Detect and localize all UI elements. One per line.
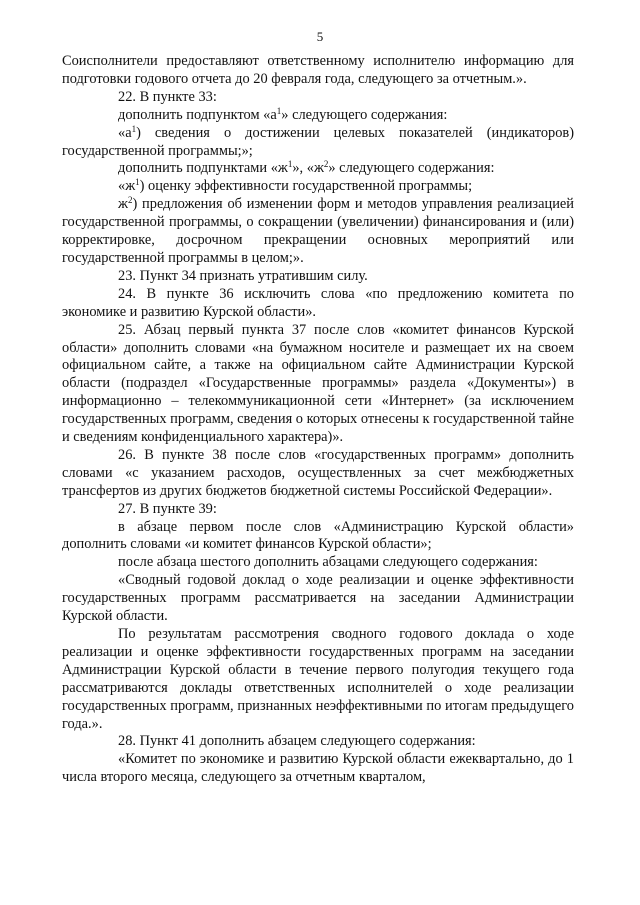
paragraph: в абзаце первом после слов «Администрацию Курской области» дополнить словами «и комитет финансов Курской области»;: [62, 518, 574, 553]
paragraph: Соисполнители предоставляют ответственному исполнителю информацию для подготовки годового отчета до 20 февраля года, следующего за отчетным.».: [62, 53, 574, 87]
paragraph: 23. Пункт 34 признать утратившим силу.: [118, 267, 368, 284]
paragraph-text: дополнить подпунктами «ж: [118, 160, 288, 177]
paragraph-text: ) сведения о достижении целевых показателей (индикаторов) государственной программы;»;: [62, 124, 574, 159]
paragraph-text: «а: [118, 124, 132, 141]
paragraph-text: » следующего содержания:: [328, 160, 495, 177]
paragraph: после абзаца шестого дополнить абзацами следующего содержания:: [118, 554, 538, 571]
paragraph: По результатам рассмотрения сводного годового доклада о ходе реализации и оценке эффективности государственных программ на заседании Администрации Курской области в течение первого полугодия текущего года рассматриваются доклады ответственных исполнителей о ходе реализации государственных программ, признанных неэффективными по итогам предыдущего года.».: [62, 626, 574, 732]
paragraph: 24. В пункте 36 исключить слова «по предложению комитета по экономике и развитию Курской области».: [62, 285, 574, 320]
paragraph-text: », «ж: [292, 160, 324, 177]
paragraph: 27. В пункте 39:: [118, 500, 217, 517]
paragraph: «Комитет по экономике и развитию Курской области ежеквартально, до 1 числа второго месяца, следующего за отчетным кварталом,: [62, 751, 574, 786]
document-body: [62, 53, 574, 787]
paragraph: [62, 196, 574, 268]
paragraph: [62, 160, 574, 178]
superscript-index: 1: [135, 177, 140, 188]
paragraph-text: дополнить подпунктом «а: [118, 106, 277, 123]
paragraph: [62, 178, 574, 196]
paragraph: [62, 125, 574, 161]
page-number: 5: [316, 29, 324, 44]
superscript-index: 1: [276, 105, 282, 116]
paragraph-text: ) предложения об изменении форм и методов управления реализацией государственной программы, о сокращении (увеличении) финансирования и (или) корректировке, досрочном прекращении основных мероприятий или государственной программы в целом;».: [62, 196, 574, 266]
paragraph: 22. В пункте 33:: [118, 88, 217, 105]
paragraph-text: «ж: [118, 178, 136, 195]
paragraph-text: ж: [118, 196, 128, 213]
paragraph: 28. Пункт 41 дополнить абзацем следующего содержания:: [118, 733, 476, 750]
paragraph-text: » следующего содержания:: [281, 106, 448, 123]
superscript-index: 1: [287, 159, 293, 170]
paragraph: 25. Абзац первый пункта 37 после слов «комитет финансов Курской области» дополнить словами «на бумажном носителе и размещает их на своем официальном сайте, а также на официальном сайте Администрации Курской области (подраздел «Государственные программы» раздела «Документы») в информационно – телекоммуникационной сети «Интернет» (за исключением государственных программ, сведения о которых отнесены к государственной тайне и сведениям конфиденциального характера)».: [62, 321, 574, 446]
paragraph: [62, 107, 574, 125]
paragraph: «Сводный годовой доклад о ходе реализации и оценке эффективности государственных программ рассматривается на заседании Администрации Курской области.: [62, 572, 574, 625]
paragraph-text: ) оценку эффективности государственной программы;: [139, 178, 473, 195]
superscript-index: 2: [127, 195, 133, 206]
paragraph: 26. В пункте 38 после слов «государственных программ» дополнить словами «с указанием расходов, осуществленных за счет межбюджетных трансфертов из других бюджетов бюджетной системы Российской Федерации».: [62, 446, 574, 499]
superscript-index: 1: [131, 123, 137, 134]
superscript-index: 2: [323, 159, 329, 170]
